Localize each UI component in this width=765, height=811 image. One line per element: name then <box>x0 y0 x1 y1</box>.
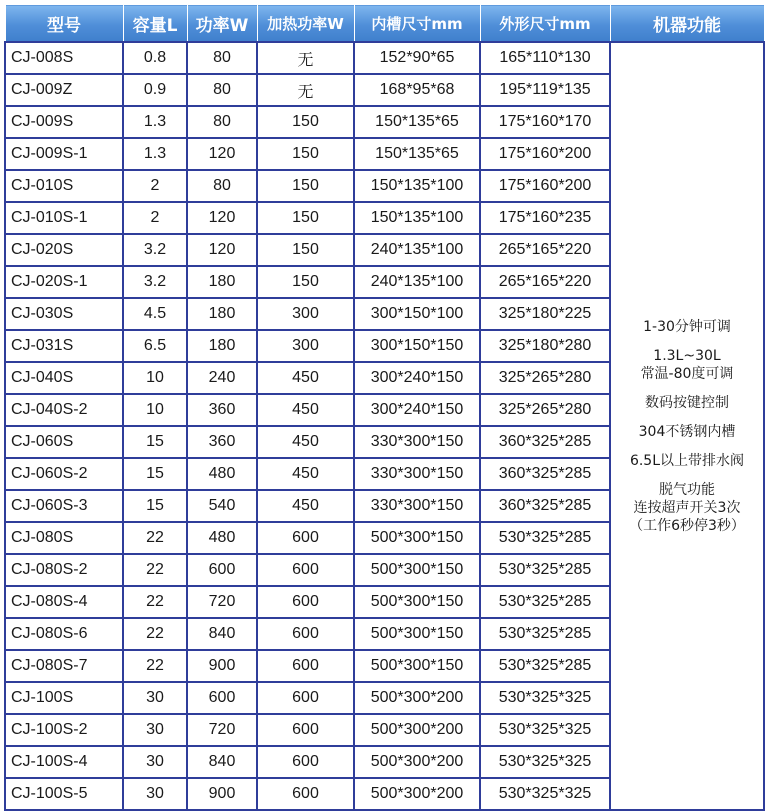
cell-heating-power: 150 <box>257 170 354 202</box>
function-item <box>613 347 761 383</box>
cell-outer-size: 165*110*130 <box>480 42 610 74</box>
cell-heating-power: 600 <box>257 746 354 778</box>
cell-capacity: 22 <box>123 618 187 650</box>
cell-power: 80 <box>187 74 257 106</box>
cell-capacity: 10 <box>123 362 187 394</box>
cell-inner-size: 330*300*150 <box>354 458 480 490</box>
cell-heating-power: 450 <box>257 458 354 490</box>
cell-power: 600 <box>187 554 257 586</box>
cell-outer-size: 530*325*285 <box>480 618 610 650</box>
function-text: （工作6秒停3秒） <box>629 517 745 534</box>
cell-outer-size: 530*325*285 <box>480 586 610 618</box>
cell-power: 180 <box>187 266 257 298</box>
cell-outer-size: 530*325*285 <box>480 554 610 586</box>
cell-inner-size: 500*300*150 <box>354 522 480 554</box>
function-item <box>613 423 761 441</box>
function-item <box>613 318 761 336</box>
cell-model: CJ-009S <box>5 106 123 138</box>
cell-model: CJ-031S <box>5 330 123 362</box>
cell-inner-size: 500*300*200 <box>354 682 480 714</box>
cell-heating-power: 450 <box>257 426 354 458</box>
cell-capacity: 0.9 <box>123 74 187 106</box>
function-text: 1-30分钟可调 <box>643 318 731 335</box>
cell-inner-size: 500*300*150 <box>354 554 480 586</box>
cell-outer-size: 530*325*325 <box>480 778 610 810</box>
cell-heating-power: 150 <box>257 106 354 138</box>
cell-model: CJ-009Z <box>5 74 123 106</box>
cell-power: 120 <box>187 202 257 234</box>
header-inner-tank-size: 内槽尺寸mm <box>354 5 480 43</box>
function-text: 304不锈钢内槽 <box>638 423 736 440</box>
cell-inner-size: 330*300*150 <box>354 426 480 458</box>
cell-inner-size: 240*135*100 <box>354 234 480 266</box>
cell-capacity: 15 <box>123 490 187 522</box>
cell-heating-power: 450 <box>257 490 354 522</box>
cell-outer-size: 360*325*285 <box>480 458 610 490</box>
cell-heating-power: 450 <box>257 394 354 426</box>
cell-inner-size: 500*300*150 <box>354 650 480 682</box>
cell-power: 240 <box>187 362 257 394</box>
cell-power: 80 <box>187 170 257 202</box>
cell-model: CJ-060S <box>5 426 123 458</box>
table-row <box>5 42 764 74</box>
cell-capacity: 30 <box>123 682 187 714</box>
cell-capacity: 3.2 <box>123 266 187 298</box>
cell-heating-power: 300 <box>257 298 354 330</box>
cell-power: 600 <box>187 682 257 714</box>
function-text: 数码按键控制 <box>645 394 729 411</box>
cell-heating-power: 无 <box>257 74 354 106</box>
cell-model: CJ-040S-2 <box>5 394 123 426</box>
cell-capacity: 30 <box>123 778 187 810</box>
table-header-row <box>5 5 764 43</box>
cell-inner-size: 300*240*150 <box>354 362 480 394</box>
function-item <box>613 394 761 412</box>
table-body <box>5 42 764 810</box>
cell-outer-size: 530*325*325 <box>480 714 610 746</box>
cell-power: 840 <box>187 746 257 778</box>
cell-capacity: 1.3 <box>123 106 187 138</box>
cell-outer-size: 175*160*200 <box>480 138 610 170</box>
function-text: 6.5L以上带排水阀 <box>629 452 745 469</box>
cell-heating-power: 600 <box>257 778 354 810</box>
cell-capacity: 1.3 <box>123 138 187 170</box>
header-power: 功率W <box>187 5 257 43</box>
cell-model: CJ-080S-4 <box>5 586 123 618</box>
cell-outer-size: 175*160*170 <box>480 106 610 138</box>
cell-inner-size: 240*135*100 <box>354 266 480 298</box>
cell-capacity: 22 <box>123 522 187 554</box>
cell-inner-size: 330*300*150 <box>354 490 480 522</box>
cell-model: CJ-100S-4 <box>5 746 123 778</box>
cell-model: CJ-100S <box>5 682 123 714</box>
cell-power: 80 <box>187 42 257 74</box>
cell-heating-power: 600 <box>257 522 354 554</box>
function-item <box>613 481 761 535</box>
cell-power: 720 <box>187 714 257 746</box>
cell-model: CJ-008S <box>5 42 123 74</box>
cell-inner-size: 500*300*200 <box>354 714 480 746</box>
cell-model: CJ-020S-1 <box>5 266 123 298</box>
cell-capacity: 0.8 <box>123 42 187 74</box>
cell-power: 360 <box>187 394 257 426</box>
cell-power: 900 <box>187 650 257 682</box>
cell-inner-size: 150*135*65 <box>354 106 480 138</box>
cell-outer-size: 175*160*235 <box>480 202 610 234</box>
cell-inner-size: 168*95*68 <box>354 74 480 106</box>
cell-power: 120 <box>187 138 257 170</box>
cell-heating-power: 600 <box>257 554 354 586</box>
header-outer-size: 外形尺寸mm <box>480 5 610 43</box>
cell-inner-size: 150*135*65 <box>354 138 480 170</box>
cell-capacity: 2 <box>123 202 187 234</box>
cell-heating-power: 600 <box>257 586 354 618</box>
cell-inner-size: 300*150*150 <box>354 330 480 362</box>
function-text: 脱气功能 <box>659 481 715 498</box>
cell-capacity: 30 <box>123 714 187 746</box>
cell-capacity: 6.5 <box>123 330 187 362</box>
cell-capacity: 10 <box>123 394 187 426</box>
cell-heating-power: 150 <box>257 138 354 170</box>
cell-outer-size: 265*165*220 <box>480 234 610 266</box>
cell-model: CJ-010S-1 <box>5 202 123 234</box>
cell-model: CJ-080S-7 <box>5 650 123 682</box>
cell-power: 900 <box>187 778 257 810</box>
cell-outer-size: 325*265*280 <box>480 394 610 426</box>
cell-power: 720 <box>187 586 257 618</box>
header-functions: 机器功能 <box>610 5 764 43</box>
cell-outer-size: 530*325*325 <box>480 746 610 778</box>
cell-model: CJ-030S <box>5 298 123 330</box>
cell-capacity: 22 <box>123 554 187 586</box>
cell-heating-power: 600 <box>257 714 354 746</box>
cell-model: CJ-080S-2 <box>5 554 123 586</box>
cell-heating-power: 300 <box>257 330 354 362</box>
cell-outer-size: 530*325*285 <box>480 650 610 682</box>
cell-capacity: 22 <box>123 650 187 682</box>
cell-power: 540 <box>187 490 257 522</box>
cell-power: 360 <box>187 426 257 458</box>
cell-power: 180 <box>187 330 257 362</box>
cell-power: 80 <box>187 106 257 138</box>
cell-inner-size: 152*90*65 <box>354 42 480 74</box>
cell-power: 480 <box>187 458 257 490</box>
cell-outer-size: 530*325*325 <box>480 682 610 714</box>
cell-outer-size: 360*325*285 <box>480 426 610 458</box>
cell-outer-size: 325*265*280 <box>480 362 610 394</box>
cell-outer-size: 325*180*280 <box>480 330 610 362</box>
cell-heating-power: 600 <box>257 682 354 714</box>
cell-capacity: 2 <box>123 170 187 202</box>
cell-power: 120 <box>187 234 257 266</box>
cell-power: 840 <box>187 618 257 650</box>
cell-model: CJ-080S-6 <box>5 618 123 650</box>
cell-heating-power: 150 <box>257 266 354 298</box>
cell-inner-size: 300*150*100 <box>354 298 480 330</box>
cell-model: CJ-060S-2 <box>5 458 123 490</box>
cell-model: CJ-060S-3 <box>5 490 123 522</box>
function-text: 连按超声开关3次 <box>633 499 741 516</box>
cell-heating-power: 450 <box>257 362 354 394</box>
cell-model: CJ-020S <box>5 234 123 266</box>
cell-capacity: 15 <box>123 458 187 490</box>
cell-capacity: 4.5 <box>123 298 187 330</box>
machine-functions-cell <box>610 42 764 810</box>
cell-inner-size: 150*135*100 <box>354 170 480 202</box>
cell-inner-size: 150*135*100 <box>354 202 480 234</box>
cell-inner-size: 500*300*150 <box>354 586 480 618</box>
function-text: 常温-80度可调 <box>640 365 734 382</box>
cell-outer-size: 360*325*285 <box>480 490 610 522</box>
cell-inner-size: 500*300*200 <box>354 778 480 810</box>
function-text: 1.3L~30L <box>653 347 721 364</box>
cell-heating-power: 600 <box>257 650 354 682</box>
function-item <box>613 452 761 470</box>
cell-inner-size: 500*300*200 <box>354 746 480 778</box>
header-heating-power: 加热功率W <box>257 5 354 43</box>
header-model: 型号 <box>5 5 123 43</box>
cell-inner-size: 300*240*150 <box>354 394 480 426</box>
cell-model: CJ-080S <box>5 522 123 554</box>
cell-outer-size: 195*119*135 <box>480 74 610 106</box>
cell-heating-power: 无 <box>257 42 354 74</box>
cell-heating-power: 150 <box>257 234 354 266</box>
cell-capacity: 3.2 <box>123 234 187 266</box>
cell-model: CJ-040S <box>5 362 123 394</box>
cell-outer-size: 325*180*225 <box>480 298 610 330</box>
cell-outer-size: 265*165*220 <box>480 266 610 298</box>
cell-capacity: 22 <box>123 586 187 618</box>
cell-heating-power: 600 <box>257 618 354 650</box>
cell-outer-size: 530*325*285 <box>480 522 610 554</box>
cell-capacity: 15 <box>123 426 187 458</box>
cell-power: 480 <box>187 522 257 554</box>
cell-outer-size: 175*160*200 <box>480 170 610 202</box>
header-capacity: 容量L <box>123 5 187 43</box>
cell-heating-power: 150 <box>257 202 354 234</box>
cell-capacity: 30 <box>123 746 187 778</box>
cell-model: CJ-009S-1 <box>5 138 123 170</box>
cell-model: CJ-100S-2 <box>5 714 123 746</box>
cell-model: CJ-100S-5 <box>5 778 123 810</box>
spec-table <box>4 4 765 811</box>
cell-model: CJ-010S <box>5 170 123 202</box>
cell-power: 180 <box>187 298 257 330</box>
cell-inner-size: 500*300*150 <box>354 618 480 650</box>
